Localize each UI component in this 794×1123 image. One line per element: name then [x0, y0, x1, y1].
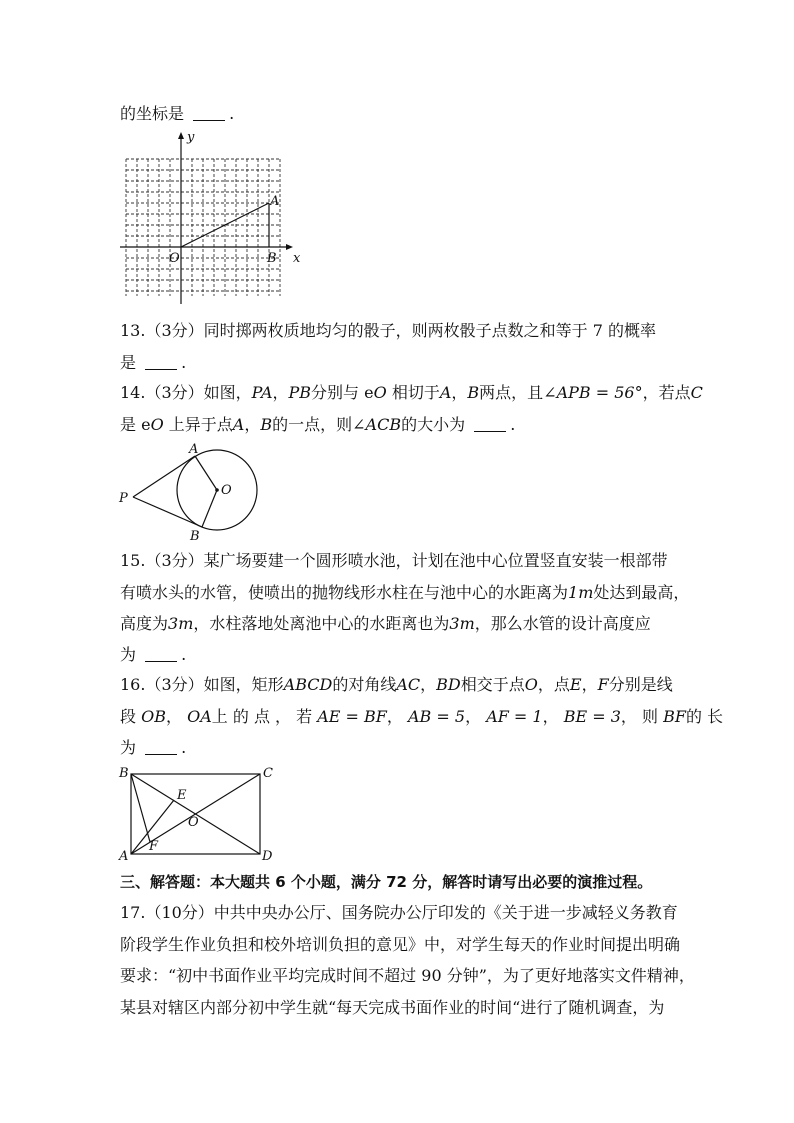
- q17-line1: 17.（10分）中共中央办公厅、国务院办公厅印发的《关于进一步减轻义务教育: [120, 903, 678, 922]
- q14-line1: 14.（3分）如图，PA，PB分别与 eO 相切于A，B两点，且∠APB = 56°，若点C: [120, 383, 703, 402]
- figure-tangent-circle: [115, 438, 275, 548]
- q17-line2: 阶段学生作业负担和校外培训负担的意见》中，对学生每天的作业时间提出明确: [120, 935, 681, 954]
- label-D: D: [262, 849, 273, 862]
- answer-blank: [474, 417, 506, 432]
- q13-line1: 13.（3分）同时掷两枚质地均匀的骰子，则两枚骰子点数之和等于 7 的概率: [120, 321, 656, 340]
- answer-blank: [145, 740, 177, 755]
- radius-OA: [195, 456, 217, 490]
- q15-line2: 有喷水头的水管，使喷出的抛物线形水柱在与池中心的水距离为1m处达到最高，: [120, 583, 690, 602]
- tangent-PB: [133, 497, 202, 527]
- q13-line2: 是 .: [120, 353, 187, 372]
- q16-line2: 段 OB， OA上 的 点 ， 若 AE = BF， AB = 5， AF = 1， BE = 3， 则 BF的 长: [120, 707, 724, 726]
- q16-line3: 为 .: [120, 738, 187, 757]
- q17-line3: 要求：“初中书面作业平均完成时间不超过 90 分钟”，为了更好地落实文件精神，: [120, 966, 695, 985]
- figure-coordinate-grid: [115, 128, 315, 308]
- label-B: B: [119, 766, 129, 781]
- label-A: A: [189, 442, 199, 457]
- label-P: P: [119, 491, 128, 506]
- y-axis-arrow: [178, 132, 184, 139]
- label-O: O: [169, 251, 180, 266]
- label-y: y: [187, 130, 195, 145]
- label-B: B: [190, 529, 200, 544]
- label-C: C: [263, 766, 273, 781]
- x-axis-arrow: [286, 244, 293, 250]
- label-O: O: [221, 483, 232, 498]
- q16-line1: 16.（3分）如图，矩形ABCD的对角线AC，BD相交于点O，点E，F分别是线: [120, 675, 673, 694]
- section-3-heading: 三、解答题：本大题共 6 个小题，满分 72 分，解答时请写出必要的演推过程。: [120, 873, 653, 891]
- label-B: B: [267, 251, 277, 266]
- q14-line2: 是 eO 上异于点A，B的一点，则∠ACB的大小为 .: [120, 415, 516, 434]
- label-x: x: [293, 251, 301, 266]
- center-dot: [215, 488, 219, 492]
- answer-blank: [193, 106, 225, 121]
- q15-line4: 为 .: [120, 645, 187, 664]
- q12-tail: 的坐标是: [120, 104, 185, 123]
- label-O: O: [188, 815, 199, 830]
- figure-rectangle: [115, 762, 285, 862]
- q12-text: 的坐标是 .: [120, 104, 235, 123]
- answer-blank: [145, 355, 177, 370]
- tangent-PA: [133, 456, 195, 497]
- label-A: A: [270, 194, 280, 209]
- label-F: F: [149, 839, 159, 854]
- q15-line1: 15.（3分）某广场要建一个圆形喷水池，计划在池中心位置竖直安装一根部带: [120, 551, 668, 570]
- radius-OB: [202, 490, 217, 527]
- q15-line3: 高度为3m，水柱落地处离池中心的水距离也为3m，那么水管的设计高度应: [120, 614, 651, 633]
- label-E: E: [177, 788, 187, 803]
- q17-line4: 某县对辖区内部分初中学生就“每天完成书面作业的时间“进行了随机调查，为: [120, 998, 665, 1017]
- dashed-grid: [126, 159, 280, 296]
- label-A: A: [119, 849, 129, 862]
- answer-blank: [145, 647, 177, 662]
